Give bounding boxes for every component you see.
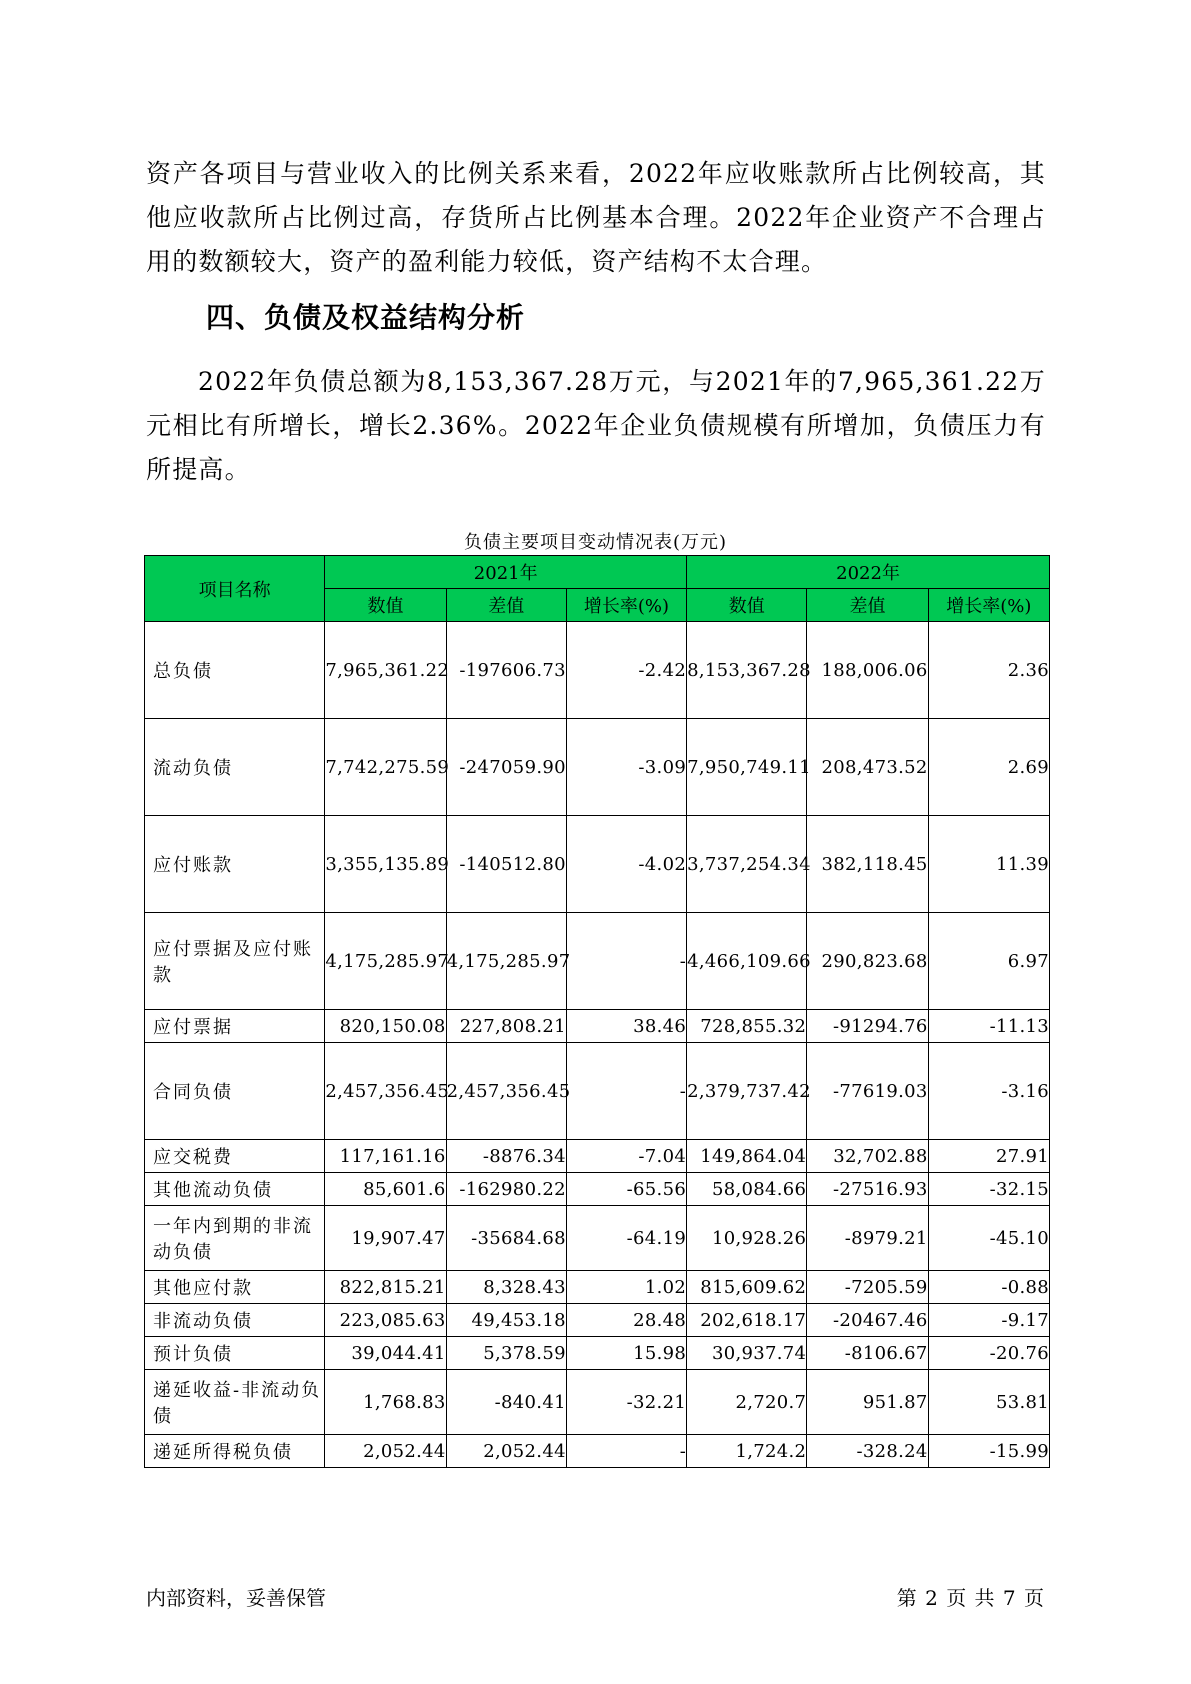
cell-rate-2022: 2.69 <box>928 719 1049 816</box>
cell-diff-2021: 2,052.44 <box>446 1435 566 1468</box>
cell-diff-2022: 32,702.88 <box>807 1140 928 1173</box>
header-year-2022: 2022年 <box>687 556 1050 589</box>
table-row <box>145 622 1050 719</box>
cell-value-2022: 2,720.7 <box>687 1370 807 1435</box>
row-name: 应付票据 <box>145 1010 325 1043</box>
cell-diff-2021: -140512.80 <box>446 816 566 913</box>
cell-diff-2022: 188,006.06 <box>807 622 928 719</box>
table-caption: 负债主要项目变动情况表(万元) <box>463 532 728 553</box>
cell-value-2021: 2,457,356.45 <box>325 1043 446 1140</box>
cell-value-2022: 58,084.66 <box>687 1173 807 1206</box>
cell-rate-2022: -11.13 <box>928 1010 1049 1043</box>
cell-diff-2021: 8,328.43 <box>446 1271 566 1304</box>
cell-value-2022: 728,855.32 <box>687 1010 807 1043</box>
header-rate-2021: 增长率(%) <box>566 589 686 622</box>
cell-rate-2021: -3.09 <box>566 719 686 816</box>
table-row <box>145 1435 1050 1468</box>
cell-rate-2021: - <box>566 1043 686 1140</box>
row-name: 合同负债 <box>145 1043 325 1140</box>
cell-diff-2022: -7205.59 <box>807 1271 928 1304</box>
table-row <box>145 1206 1050 1271</box>
cell-rate-2022: 2.36 <box>928 622 1049 719</box>
body-paragraph-2: 2022年负债总额为8,153,367.28万元，与2021年的7,965,361.22万元相比有所增长，增长2.36%。2022年企业负债规模有所增加，负债压力有所提高。 <box>146 367 1046 484</box>
cell-diff-2021: -247059.90 <box>446 719 566 816</box>
cell-diff-2021: 2,457,356.45 <box>446 1043 566 1140</box>
row-name: 流动负债 <box>145 719 325 816</box>
header-rate-2022: 增长率(%) <box>928 589 1049 622</box>
cell-value-2021: 4,175,285.97 <box>325 913 446 1010</box>
cell-diff-2022: -8979.21 <box>807 1206 928 1271</box>
table-row <box>145 1304 1050 1337</box>
footer-page-number: 第 2 页 共 7 页 <box>896 1586 1045 1610</box>
cell-value-2021: 7,742,275.59 <box>325 719 446 816</box>
row-name: 递延收益-非流动负债 <box>145 1370 325 1435</box>
row-name: 总负债 <box>145 622 325 719</box>
cell-value-2022: 4,466,109.66 <box>687 913 807 1010</box>
cell-rate-2021: 38.46 <box>566 1010 686 1043</box>
cell-rate-2022: -45.10 <box>928 1206 1049 1271</box>
cell-rate-2022: 53.81 <box>928 1370 1049 1435</box>
table-row <box>145 1173 1050 1206</box>
cell-value-2022: 7,950,749.11 <box>687 719 807 816</box>
cell-value-2022: 30,937.74 <box>687 1337 807 1370</box>
cell-rate-2022: 27.91 <box>928 1140 1049 1173</box>
liabilities-table <box>144 555 1050 1468</box>
cell-value-2021: 117,161.16 <box>325 1140 446 1173</box>
cell-value-2021: 822,815.21 <box>325 1271 446 1304</box>
cell-rate-2022: -20.76 <box>928 1337 1049 1370</box>
cell-rate-2022: -32.15 <box>928 1173 1049 1206</box>
cell-value-2022: 1,724.2 <box>687 1435 807 1468</box>
cell-rate-2022: -9.17 <box>928 1304 1049 1337</box>
row-name: 一年内到期的非流动负债 <box>145 1206 325 1271</box>
row-name: 其他应付款 <box>145 1271 325 1304</box>
header-value-2022: 数值 <box>687 589 807 622</box>
cell-rate-2021: -32.21 <box>566 1370 686 1435</box>
header-item-name: 项目名称 <box>145 556 325 622</box>
cell-diff-2022: 290,823.68 <box>807 913 928 1010</box>
cell-value-2022: 3,737,254.34 <box>687 816 807 913</box>
cell-diff-2022: -77619.03 <box>807 1043 928 1140</box>
table-row <box>145 1140 1050 1173</box>
table-row <box>145 1337 1050 1370</box>
cell-value-2021: 820,150.08 <box>325 1010 446 1043</box>
row-name: 应付账款 <box>145 816 325 913</box>
footer-confidential-note: 内部资料，妥善保管 <box>146 1586 326 1610</box>
table-row <box>145 1271 1050 1304</box>
header-diff-2022: 差值 <box>807 589 928 622</box>
cell-value-2021: 7,965,361.22 <box>325 622 446 719</box>
row-name: 非流动负债 <box>145 1304 325 1337</box>
cell-rate-2021: -4.02 <box>566 816 686 913</box>
cell-diff-2022: -91294.76 <box>807 1010 928 1043</box>
cell-rate-2022: -15.99 <box>928 1435 1049 1468</box>
cell-value-2021: 1,768.83 <box>325 1370 446 1435</box>
cell-value-2022: 8,153,367.28 <box>687 622 807 719</box>
cell-value-2022: 815,609.62 <box>687 1271 807 1304</box>
cell-diff-2021: -197606.73 <box>446 622 566 719</box>
cell-diff-2022: 382,118.45 <box>807 816 928 913</box>
table-row <box>145 1043 1050 1140</box>
cell-rate-2021: 1.02 <box>566 1271 686 1304</box>
table-row <box>145 913 1050 1010</box>
cell-value-2022: 10,928.26 <box>687 1206 807 1271</box>
table-row <box>145 816 1050 913</box>
cell-diff-2022: -8106.67 <box>807 1337 928 1370</box>
row-name: 其他流动负债 <box>145 1173 325 1206</box>
cell-rate-2021: 15.98 <box>566 1337 686 1370</box>
section-heading: 四、负债及权益结构分析 <box>206 301 526 334</box>
cell-diff-2022: -20467.46 <box>807 1304 928 1337</box>
cell-rate-2021: -7.04 <box>566 1140 686 1173</box>
header-diff-2021: 差值 <box>446 589 566 622</box>
cell-rate-2022: -3.16 <box>928 1043 1049 1140</box>
cell-rate-2021: -65.56 <box>566 1173 686 1206</box>
cell-diff-2021: -8876.34 <box>446 1140 566 1173</box>
cell-diff-2021: -840.41 <box>446 1370 566 1435</box>
cell-diff-2022: 208,473.52 <box>807 719 928 816</box>
cell-diff-2022: 951.87 <box>807 1370 928 1435</box>
cell-value-2022: 2,379,737.42 <box>687 1043 807 1140</box>
cell-value-2021: 39,044.41 <box>325 1337 446 1370</box>
cell-rate-2021: -64.19 <box>566 1206 686 1271</box>
cell-value-2021: 19,907.47 <box>325 1206 446 1271</box>
cell-rate-2021: -2.42 <box>566 622 686 719</box>
cell-rate-2021: - <box>566 1435 686 1468</box>
header-year-2021: 2021年 <box>325 556 687 589</box>
cell-diff-2022: -328.24 <box>807 1435 928 1468</box>
row-name: 应交税费 <box>145 1140 325 1173</box>
table-row <box>145 1370 1050 1435</box>
cell-diff-2021: -35684.68 <box>446 1206 566 1271</box>
cell-diff-2021: 4,175,285.97 <box>446 913 566 1010</box>
cell-diff-2022: -27516.93 <box>807 1173 928 1206</box>
cell-rate-2022: -0.88 <box>928 1271 1049 1304</box>
row-name: 预计负债 <box>145 1337 325 1370</box>
cell-diff-2021: 49,453.18 <box>446 1304 566 1337</box>
cell-value-2021: 85,601.6 <box>325 1173 446 1206</box>
cell-rate-2021: 28.48 <box>566 1304 686 1337</box>
cell-diff-2021: -162980.22 <box>446 1173 566 1206</box>
header-value-2021: 数值 <box>325 589 446 622</box>
cell-rate-2021: - <box>566 913 686 1010</box>
cell-rate-2022: 11.39 <box>928 816 1049 913</box>
row-name: 应付票据及应付账款 <box>145 913 325 1010</box>
row-name: 递延所得税负债 <box>145 1435 325 1468</box>
cell-diff-2021: 5,378.59 <box>446 1337 566 1370</box>
cell-value-2022: 149,864.04 <box>687 1140 807 1173</box>
cell-value-2021: 3,355,135.89 <box>325 816 446 913</box>
cell-diff-2021: 227,808.21 <box>446 1010 566 1043</box>
table-row <box>145 719 1050 816</box>
table-row <box>145 1010 1050 1043</box>
cell-rate-2022: 6.97 <box>928 913 1049 1010</box>
cell-value-2021: 2,052.44 <box>325 1435 446 1468</box>
cell-value-2022: 202,618.17 <box>687 1304 807 1337</box>
cell-value-2021: 223,085.63 <box>325 1304 446 1337</box>
body-paragraph-1: 资产各项目与营业收入的比例关系来看，2022年应收账款所占比例较高，其他应收款所占比例过高，存货所占比例基本合理。2022年企业资产不合理占用的数额较大，资产的盈利能力较低，资产结构不太合理。 <box>146 159 1046 276</box>
